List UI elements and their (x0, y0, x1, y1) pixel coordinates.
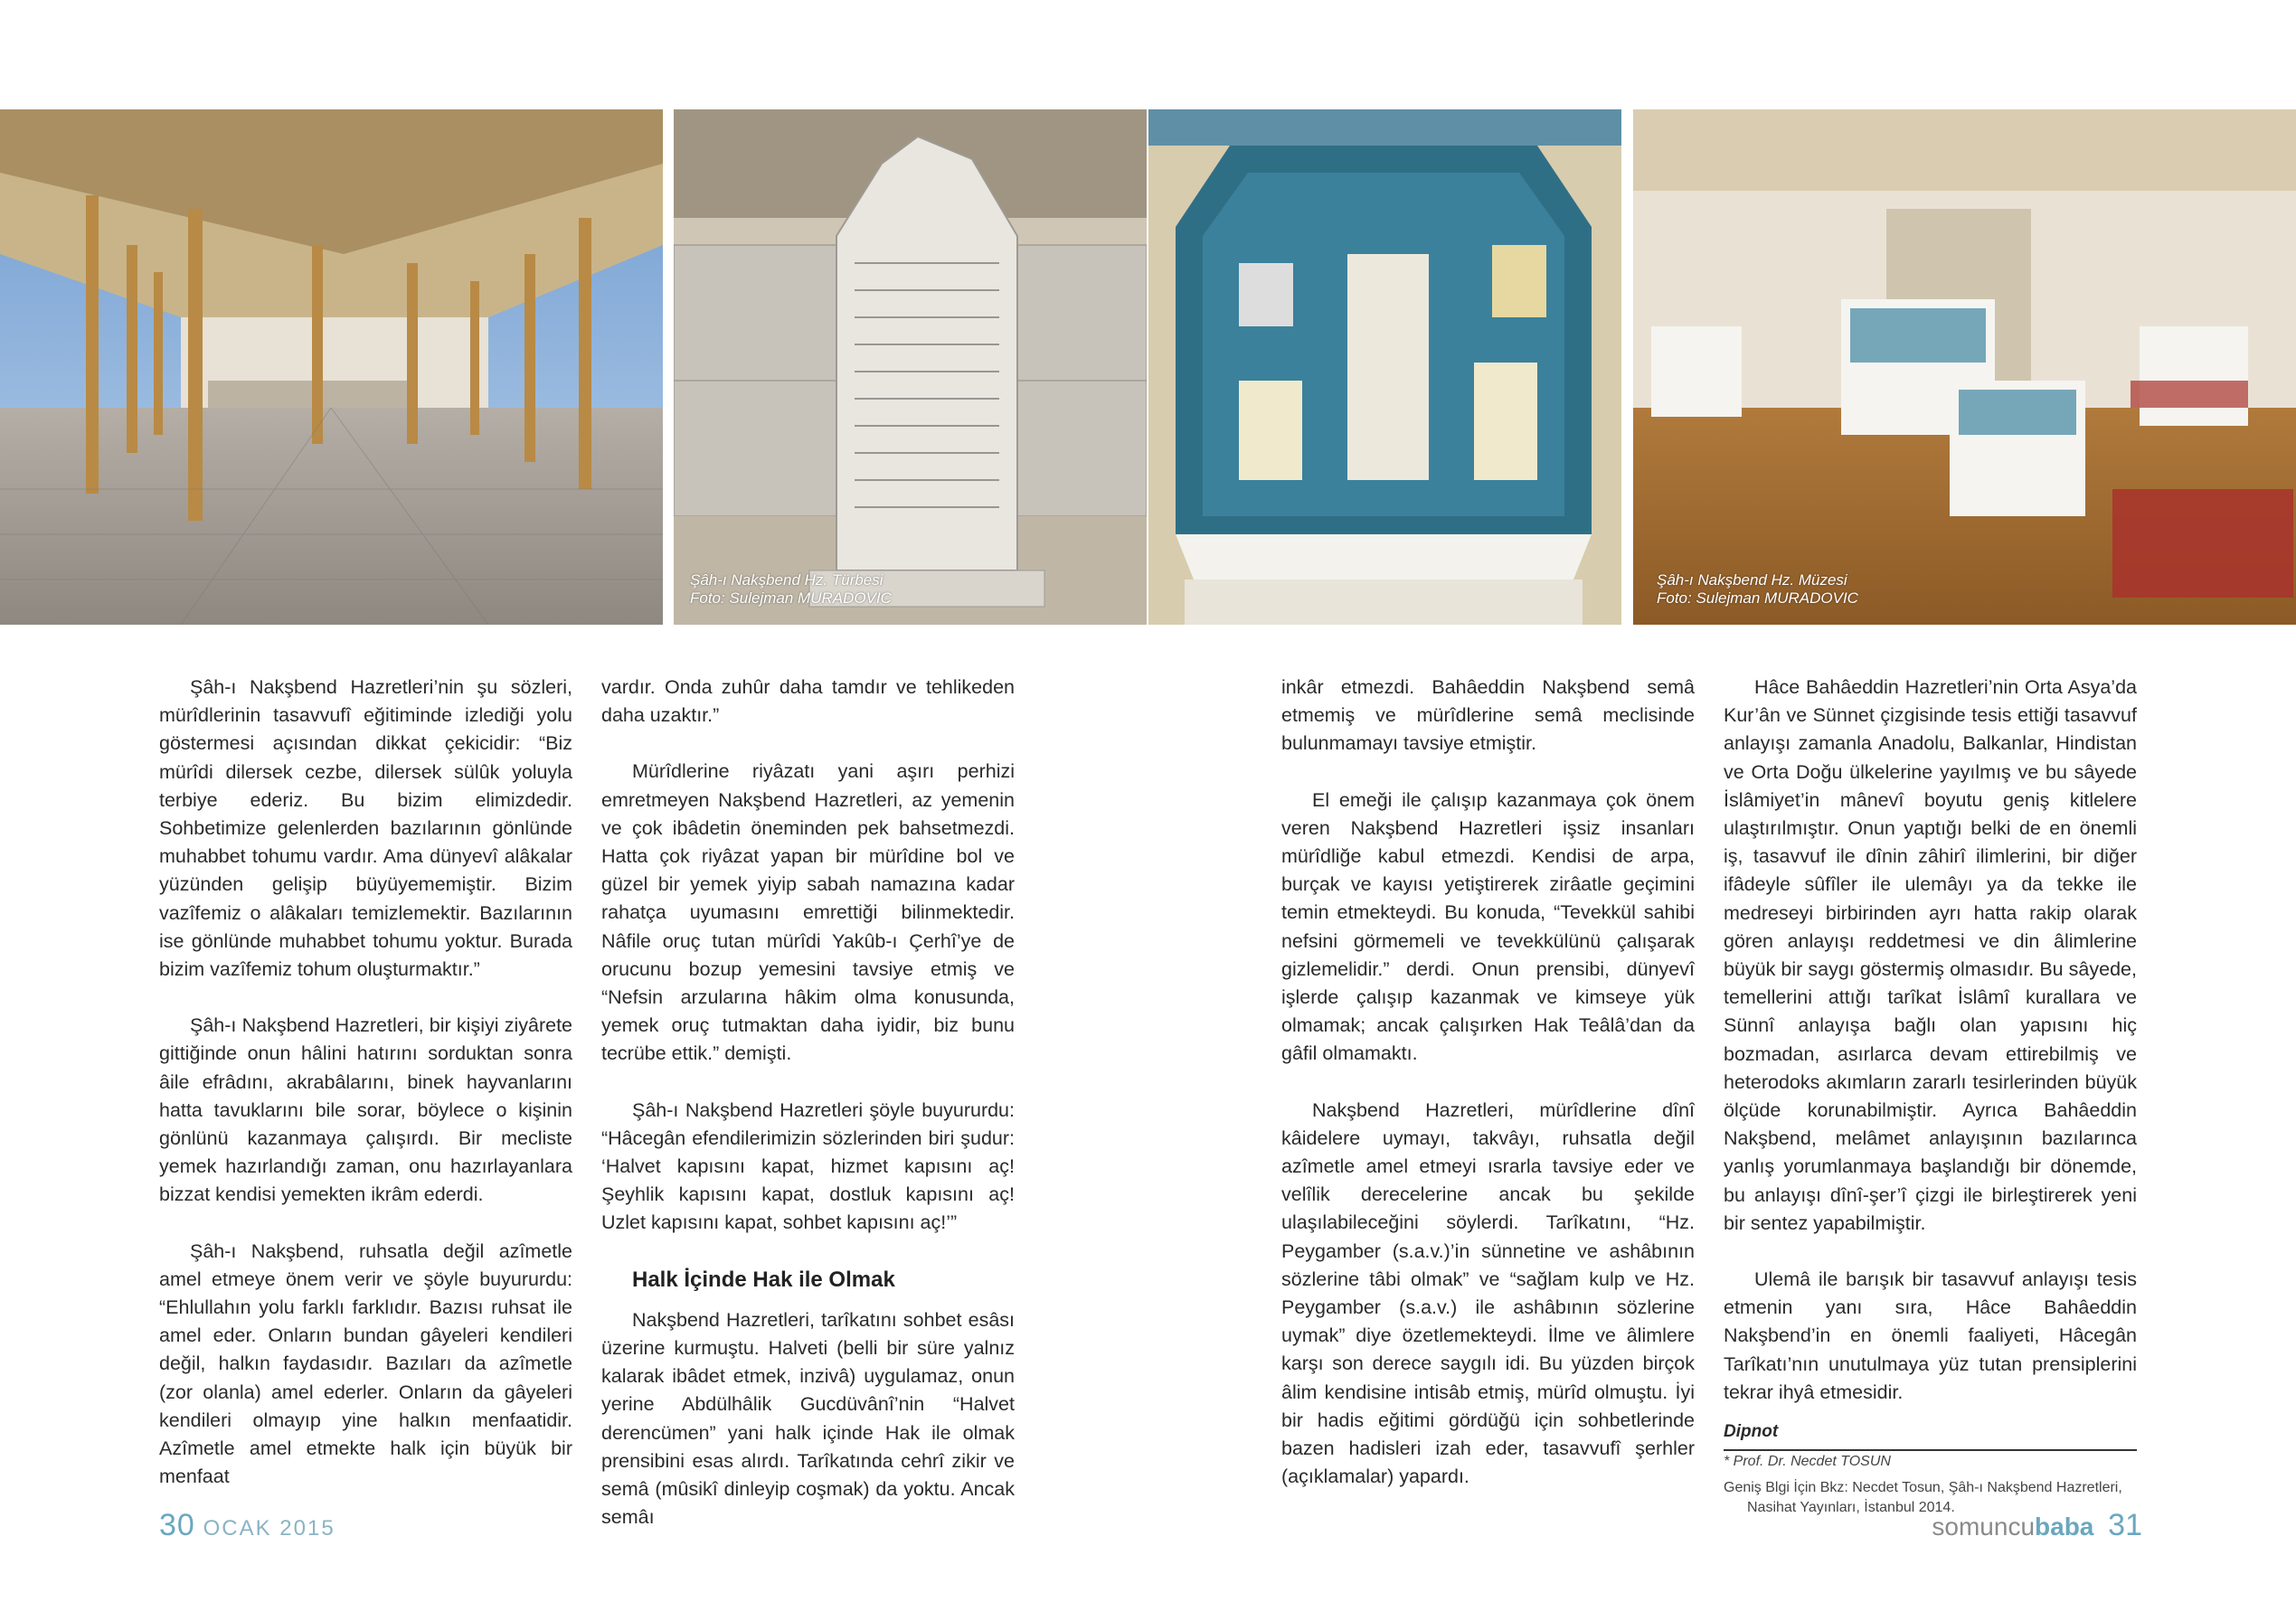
column-4 (1724, 674, 2137, 1518)
page-number-left: 30 (159, 1508, 195, 1542)
photo-showcase (1148, 109, 1621, 625)
col1-paragraph-2: Şâh-ı Nakşbend Hazretleri, bir kişiyi ziyârete gittiğinde onun hâlini hatırını sorduktan sonra âile efrâdını, akrabâlarını, binek hayvanlarını hatta tavuklarını bile sorar, böylece o kişinin gönlünü kazanmaya çalışırdı. Bir mecliste yemek hazırlandığı zaman, onu hazırlayanlara bizzat kendisi yemekten ikrâm ederdi. (159, 1014, 572, 1206)
col2-paragraph-3: Şâh-ı Nakşbend Hazretleri şöyle buyururdu: “Hâcegân efendilerimizin sözlerinden biri şudur: ‘Halvet kapısını kapat, hizmet kapısını aç! Şeyhlik kapısını kapat, dostluk kapısını aç! Uzlet kapısını kapat, sohbet kapısını aç!’” (601, 1098, 1015, 1234)
museum-hall-photo (1633, 109, 2296, 625)
museum-showcase-photo (1148, 109, 1621, 625)
caption-tomb-credit: Foto: Sulejman MURADOVIC (690, 589, 892, 607)
section-heading: Halk İçinde Hak ile Olmak (632, 1267, 895, 1292)
tomb-stone-photo (674, 109, 1147, 625)
footnote-text: Geniş Blgi İçin Bkz: Necdet Tosun, Şâh-ı Nakşbend Hazretleri, Nasihat Yayınları, İstanbul 2014. (1724, 1480, 2122, 1516)
photo-tomb (674, 109, 1147, 625)
caption-hall-credit: Foto: Sulejman MURADOVIC (1657, 589, 1858, 607)
col3-paragraph-1: inkâr etmezdi. Bahâeddin Nakşbend semâ etmemiş ve mürîdlerine semâ meclisinde bulunmamayı tavsiye etmiştir. (1281, 676, 1695, 755)
col4-paragraph-2: Ulemâ ile barışık bir tasavvuf anlayışı tesis etmenin yanı sıra, Hâce Bahâeddin Nakşbend’in en önemli faaliyeti, Hâcegân Tarîkatı’nın unutulmaya yüz tutan prensiplerini tekrar ihyâ etmesidir. (1724, 1268, 2137, 1403)
footer-right (1932, 1508, 2142, 1543)
caption-tomb (690, 571, 892, 608)
footnote-title: Dipnot (1724, 1418, 2137, 1451)
caption-hall (1657, 571, 1858, 608)
page-number-right: 31 (2108, 1508, 2142, 1542)
brand-name-part1: somuncu (1932, 1512, 2036, 1541)
mosque-portico-photo (0, 109, 663, 625)
column-1 (159, 674, 572, 1519)
col4-paragraph-1: Hâce Bahâeddin Hazretleri’nin Orta Asya’da Kur’ân ve Sünnet çizgisinde tesis ettiği tasavvuf anlayışı zamanla Anadolu, Balkanlar, Hindistan ve Orta Doğu ülkelerine yayılmış ve bu sâyede İslâmiyet’in mânevî boyutu geniş kitlelere ulaştırılmıştır. Onun yaptığı belki de en önemli iş, tasavvuf ile dînin zâhirî ilimlerini, bir diğer ifâdeyle sûfîler ile ulemâyı ya da tekke ile medreseyi birbirinden ayrı hatta rakip olarak gören anlayışı reddetmesi ve din âlimlerine büyük bir saygı göstermiş olmasıdır. Bu sâyede, temellerini attığı tarîkat İslâmî kurallara ve Sünnî anlayışa bağlı olan yapısını hiç bozmadan, asırlarca devam ettirebilmiş ve heterodoks akımların zararlı tesirlerinden büyük ölçüde korunabilmiştir. Ayrıca Bahâeddin Nakşbend, melâmet anlayışının bazılarınca yanlış yorumlanmaya başlandığı bir dönemde, bu anlayışı dînî-şer’î çizgi ile birleştirerek yeni bir sentez yapabilmiştir. (1724, 676, 2137, 1234)
col2-paragraph-1: vardır. Onda zuhûr daha tamdır ve tehlikeden daha uzaktır.” (601, 676, 1015, 727)
column-2 (601, 674, 1015, 1560)
col1-paragraph-1: Şâh-ı Nakşbend Hazretleri’nin şu sözleri, mürîdlerinin tasavvufî eğitiminde izlediği yolu göstermesi açısından dikkat çekicidir: “Biz mürîdi dilersek cezbe, dilersek sülûk yoluyla terbiye ederiz. Bu bizim elimizdedir. Sohbetimize gelenlerden bazılarının gönlünde muhabbet tohumu vardır. Ama dünyevî alâkalar yüzünden gelişip büyüyememiştir. Bizim vazîfemiz o alâkaları temizlemektir. Bazılarının ise gönlünde muhabbet tohumu yoktur. Burada bizim vazîfemiz tohum oluşturmaktır.” (159, 676, 572, 981)
col1-paragraph-3: Şâh-ı Nakşbend, ruhsatla değil azîmetle amel etmeye önem verir ve şöyle buyururdu: “Ehlullahın yolu farklı farklıdır. Bazısı ruhsat ile amel eder. Onların bundan gâyeleri kendileri değil, halkın faydasıdır. Bazıları da azîmetle (zor olanla) amel ederler. Onların da gâyeleri kendileri olmayıp yine halkın menfaatidir. Azîmetle amel etmekte halk için büyük bir menfaat (159, 1239, 572, 1488)
col2-paragraph-4: Nakşbend Hazretleri, tarîkatını sohbet esâsı üzerine kurmuştu. Halveti (belli bir süre yalnız kalarak ibâdet etmek, inzivâ) uygulamaz, onun yerine Abdülhâlik Gucdüvânî’nin “Halvet derencümen” yani halk içinde Hak ile olmak prensibini esas alırdı. Tarîkatında cehrî zikir ve semâ (mûsikî dinleyip coşmak) da yoktu. Ancak semâı (601, 1308, 1015, 1529)
issue-date: OCAK 2015 (203, 1516, 335, 1541)
photo-hall (1633, 109, 2296, 625)
col3-paragraph-3: Nakşbend Hazretleri, mürîdlerine dînî kâidelere uymayı, takvâyı, ruhsatla değil azîmetle amel etmeyi ısrarla tavsiye eder ve velîlik derecelerine ancak bu şekilde ulaşılabileceğini söylerdi. Tarîkatını, “Hz. Peygamber (s.a.v.)’in sünnetine ve ashâbının sözlerine tâbi olmak” ve “sağlam kulp ve Hz. Peygamber (s.a.v.) ile ashâbının sözlerine uymak” diye özetlemekteydi. İlme ve âlimlere karşı son derece saygılı idi. Bu yüzden birçok âlim kendisine intisâb etmiş, mürîd olmuştu. İyi bir hadis eğitimi gördüğü için sohbetlerinde bazen hadisleri izah eder, tasavvufî şerhler (açıklamalar) yapardı. (1281, 1098, 1695, 1488)
footnote-author: * Prof. Dr. Necdet TOSUN (1724, 1454, 1891, 1470)
caption-tomb-title: Şâh-ı Nakşbend Hz. Türbesi (690, 571, 883, 589)
brand-name-part2: baba (2035, 1512, 2094, 1541)
footer-left (159, 1508, 335, 1543)
caption-hall-title: Şâh-ı Nakşbend Hz. Müzesi (1657, 571, 1847, 589)
column-3 (1281, 674, 1695, 1519)
photo-portico (0, 109, 663, 625)
col3-paragraph-2: El emeği ile çalışıp kazanmaya çok önem veren Nakşbend Hazretleri işsiz insanları mürîdliğe kabul etmezdi. Kendisi de arpa, burçak ve kayısı yetiştirerek zirâatle geçimini temin etmekteydi. Bu konuda, “Tevekkül sahibi nefsini görmemeli ve tevekkülünü çalışarak gizlemelidir.” derdi. Onun prensibi, dünyevî işlerde çalışıp kazanmak ve kimseye yük olmamak; ancak çalışırken Hak Teâlâ’dan da gâfil olmamaktı. (1281, 788, 1695, 1065)
col2-paragraph-2: Mürîdlerine riyâzatı yani aşırı perhizi emretmeyen Nakşbend Hazretleri, az yemenin ve çok ibâdetin öneminden pek bahsetmezdi. Hatta çok riyâzat yapan bir mürîdine bol ve güzel bir yemek yiyip sabah namazına kadar rahatça uyumasını emrettiği bilinmektedir. Nâfile oruç tutan mürîdi Yakûb-ı Çerhî’ye de orucunu bozup yemesini tavsiye etmiş ve “Nefsin arzularına hâkim olma konusunda, yemek oruç tutmaktan daha iyidir, biz bunu tecrübe ettik.” demişti. (601, 760, 1015, 1065)
